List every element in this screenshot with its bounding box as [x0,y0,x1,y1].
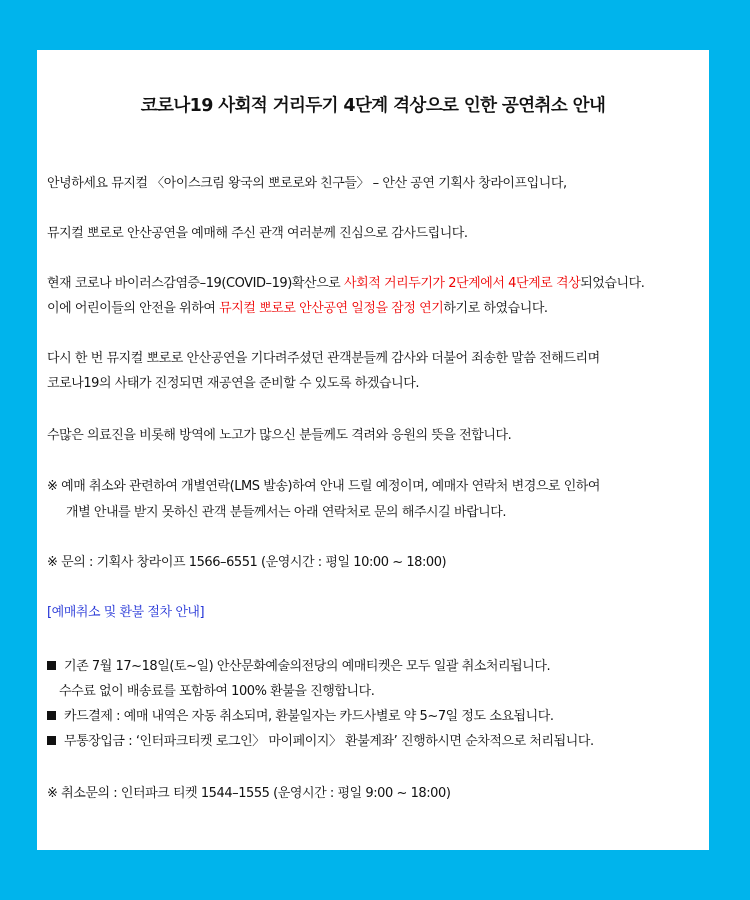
postpone-text [47,297,548,316]
status-text-start: 현재 코로나 바이러스감염증–19(COVID–19)확산으로 [47,276,344,291]
refund-item-3-text: 무통장입금 : ‘인터파크티켓 로그인〉 마이페이지〉 환불계좌’ 진행하시면 순차적으로 처리됩니다. [64,734,594,749]
thanks-text: 뮤지컬 뽀로로 안산공연을 예매해 주신 관객 여러분께 진심으로 감사드립니다. [47,226,468,241]
postpone-text-start: 이에 어린이들의 안전을 위하여 [47,301,220,316]
note-line-1: ※ 예매 취소와 관련하여 개별연락(LMS 발송)하여 안내 드릴 예정이며, 예매자 연락처 변경으로 인하여 [47,479,601,494]
apology-line-1: 다시 한 번 뮤지컬 뽀로로 안산공연을 기다려주셨던 관객분들께 감사와 더불어 죄송한 말씀 전해드리며 [47,351,600,366]
greeting-text: 안녕하세요 뮤지컬 〈아이스크림 왕국의 뽀로로와 친구들〉 – 안산 공연 기획사 창라이프입니다, [47,176,567,191]
notice-panel [37,50,709,850]
cancel-contact-text: ※ 취소문의 : 인터파크 티켓 1544–1555 (운영시간 : 평일 9:00 ~ 18:00) [47,786,451,801]
refund-item-3 [47,730,594,749]
refund-heading: [예매취소 및 환불 절차 안내] [47,605,205,620]
postpone-highlight: 뮤지컬 뽀로로 안산공연 일정을 잠정 연기 [219,301,444,316]
refund-item-2-text: 카드결제 : 예매 내역은 자동 취소되며, 환불일자는 카드사별로 약 5~7일 정도 소요됩니다. [64,709,554,724]
refund-item-1-text: 기존 7월 17~18일(토~일) 안산문화예술의전당의 예매티켓은 모두 일괄 취소처리됩니다. [64,659,551,674]
square-bullet-icon [47,711,56,720]
note-line-2: 개별 안내를 받지 못하신 관객 분들께서는 아래 연락처로 문의 해주시길 바랍니다. [66,505,507,520]
refund-item-2 [47,705,554,724]
status-highlight: 사회적 거리두기가 2단계에서 4단계로 격상 [343,276,581,291]
status-text-end: 되었습니다. [580,276,645,291]
square-bullet-icon [47,736,56,745]
refund-item-1 [47,655,550,674]
square-bullet-icon [47,661,56,670]
status-text [47,272,644,291]
notice-title: 코로나19 사회적 거리두기 4단계 격상으로 인한 공연취소 안내 [140,96,606,116]
apology-line-2: 코로나19의 사태가 진정되면 재공연을 준비할 수 있도록 하겠습니다. [47,376,420,391]
postpone-text-end: 하기로 하였습니다. [443,301,548,316]
contact-text: ※ 문의 : 기획사 창라이프 1566–6551 (운영시간 : 평일 10:00 ~ 18:00) [47,555,447,570]
support-text: 수많은 의료진을 비롯해 방역에 노고가 많으신 분들께도 격려와 응원의 뜻을 전합니다. [47,428,512,443]
refund-item-1-continued: 수수료 없이 배송료를 포함하여 100% 환불을 진행합니다. [59,684,375,699]
